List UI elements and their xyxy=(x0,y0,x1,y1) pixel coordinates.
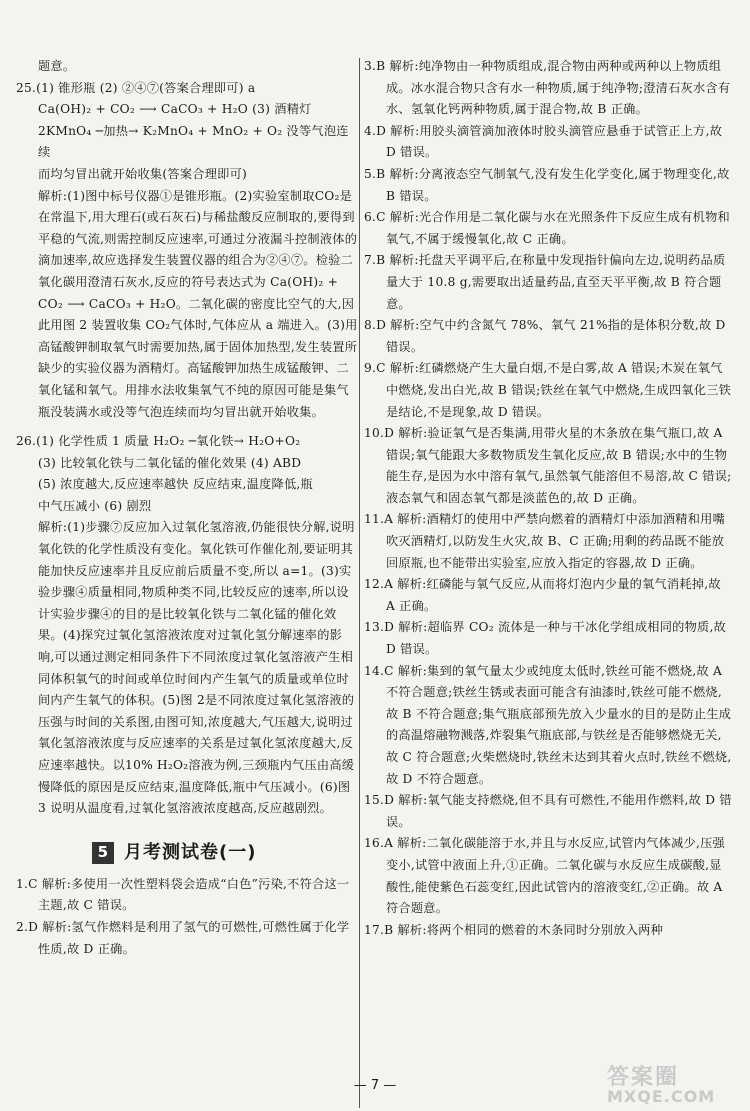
question-15: 15.D 解析:氧气能支持燃烧,但不具有可燃性,不能用作燃料,故 D 错误。 xyxy=(364,793,732,829)
q26-line-3: (5) 浓度越大,反应速率越快 反应结束,温度降低,瓶 xyxy=(38,477,313,492)
question-4: 4.D 解析:用胶头滴管滴加液体时胶头滴管应悬垂于试管正上方,故 D 错误。 xyxy=(364,123,723,160)
q26-explanation: 解析:(1)步骤⑦反应加入过氧化氢溶液,仍能很快分解,说明氧化铁的化学性质没有变化。氧化铁可作催化剂,要证明其能加快反应速率并且反应前后质量不变,所以 a=1。(3)实验步骤④质量相同,物质种类不同,比较反应的速率,所以设计实验步骤④的目的是比较氧化铁与二氧化锰的催化效果。(4)探究过氧化氢溶液浓度对过氧化氢分解速率的影响,可以通过测定相同条件下不同浓度过氧化氢溶液产生相同体积氧气的时间或单位时间内产生氧气的质量或单位时间内产生氧气的体积。(5)图 2是不同浓度过氧化氢溶液的压强与时间的关系图,由图可知,浓度越大,气压越大,说明过氧化氢溶液浓度与反应速率的关系是过氧化氢浓度越大,反应速率越快。以10% H₂O₂溶液为例,三颈瓶内气压由高缓慢降低的原因是反应结束,温度降低,瓶中气压减小。(6)图 3 说明从温度看,过氧化氢溶液浓度越高,反应越剧烈。 xyxy=(38,520,355,816)
watermark-line-1: 答案圈 xyxy=(607,1065,680,1090)
question-7: 7.B 解析:托盘天平调平后,在称量中发现指针偏向左边,说明药品质量大于 10.8 g,需要取出适量药品,直至天平平衡,故 B 符合题意。 xyxy=(364,253,726,311)
q25-line-1: 25.(1) 锥形瓶 (2) ②④⑦(答案合理即可) a xyxy=(16,80,256,95)
question-5: 5.B 解析:分离液态空气制氧气,没有发生化学变化,属于物理变化,故 B 错误。 xyxy=(364,166,730,203)
section-title: 月考测试卷(一) xyxy=(124,841,257,863)
q25-line-4: 而均匀冒出就开始收集(答案合理即可) xyxy=(38,166,248,181)
watermark-logo xyxy=(607,1060,742,1108)
top-line: 题意。 xyxy=(38,59,76,73)
left-column xyxy=(16,56,358,960)
q25-explanation: 解析:(1)图中标号仪器①是锥形瓶。(2)实验室制取CO₂是在常温下,用大理石(或石灰石)与稀盐酸反应制取的,要得到平稳的气流,则需控制反应速率,可通过分液漏斗控制液体的滴加速率,故应选择发生装置仪器的组合为②④⑦。检验二氧化碳用澄清石灰水,反应的符号表达式为 Ca(OH)₂ + CO₂ ⟶ CaCO₃ + H₂O。二氧化碳的密度比空气的大,因此用图 2 装置收集 CO₂气体时,气体应从 a 端进入。(3)用高锰酸钾制取氧气时需要加热,属于固体加热型,发生装置所缺少的实验仪器为酒精灯。高锰酸钾加热生成锰酸钾、二氧化锰和氧气。用排水法收集氧气不纯的原因可能是集气瓶没装满水或没等气泡连续而均匀冒出就开始收集。 xyxy=(38,188,358,419)
right-column xyxy=(364,56,732,941)
question-12: 12.A 解析:红磷能与氧气反应,从而将灯泡内少量的氧气消耗掉,故 A 正确。 xyxy=(364,577,721,613)
question-13: 13.D 解析:超临界 CO₂ 流体是一种与干冰化学组成相同的物质,故 D 错误。 xyxy=(364,620,727,657)
question-2: 2.D 解析:氢气作燃料是利用了氢气的可燃性,可燃性属于化学性质,故 D 正确。 xyxy=(16,919,350,956)
watermark-line-2: MXQE.COM xyxy=(607,1087,716,1106)
page-number: — 7 — xyxy=(353,1078,397,1093)
question-1: 1.C 解析:多使用一次性塑料袋会造成“白色”污染,不符合这一主题,故 C 错误。 xyxy=(16,876,350,913)
question-16: 16.A 解析:二氧化碳能溶于水,并且与水反应,试管内气体减少,压强变小,试管中液面上升,①正确。二氧化碳与水反应生成碳酸,显酸性,能使紫色石蕊变红,因此试管内的溶液变红,②正确。故 A 符合题意。 xyxy=(364,836,725,916)
q26-line-1: 26.(1) 化学性质 1 质量 H₂O₂ ─氧化铁→ H₂O+O₂ xyxy=(16,434,301,449)
question-17: 17.B 解析:将两个相同的燃着的木条同时分别放入两种 xyxy=(364,922,664,937)
section-number-badge: 5 xyxy=(92,842,114,864)
question-9: 9.C 解析:红磷燃烧产生大量白烟,不是白雾,故 A 错误;木炭在氧气中燃烧,发出白光,故 B 错误;铁丝在氧气中燃烧,生成四氧化三铁是结论,不是现象,故 D 错误。 xyxy=(364,361,732,419)
q25-line-3: 2KMnO₄ ─加热→ K₂MnO₄ + MnO₂ + O₂ 没等气泡连续 xyxy=(38,123,349,160)
question-14: 14.C 解析:集到的氧气量太少或纯度太低时,铁丝可能不燃烧,故 A 不符合题意;铁丝生锈或表面可能含有油漆时,铁丝可能不燃烧,故 B 不符合题意;集气瓶底部预先放入少量水的目的是防止生成的高温熔融物溅落,炸裂集气瓶底部,与铁丝是否能够燃烧无关,故 C 符合题意;火柴燃烧时,铁丝未达到其着火点时,铁丝不燃烧,故 D 不符合题意。 xyxy=(364,663,732,786)
q25-line-2: Ca(OH)₂ + CO₂ ⟶ CaCO₃ + H₂O (3) 酒精灯 xyxy=(38,102,312,117)
q26-line-2: (3) 比较氧化铁与二氧化锰的催化效果 (4) ABD xyxy=(38,455,302,470)
question-6: 6.C 解析:光合作用是二氧化碳与水在光照条件下反应生成有机物和氧气,不属于缓慢氧化,故 C 正确。 xyxy=(364,210,730,246)
column-divider xyxy=(359,58,360,1108)
q26-line-4: 中气压减小 (6) 剧烈 xyxy=(38,498,152,513)
question-8: 8.D 解析:空气中约含氮气 78%、氧气 21%指的是体积分数,故 D 错误。 xyxy=(364,318,726,354)
question-3: 3.B 解析:纯净物由一种物质组成,混合物由两种或两种以上物质组成。冰水混合物只含有水一种物质,属于纯净物;澄清石灰水含有水、氢氧化钙两种物质,属于混合物,故 B 正确。 xyxy=(364,59,731,117)
question-10: 10.D 解析:验证氧气是否集满,用带火星的木条放在集气瓶口,故 A 错误;氧气能跟大多数物质发生氧化反应,故 B 错误;水中的生物能生存,是因为水中溶有氧气,虽然氧气能溶但不易溶,故 C 错误;液态氧气和固态氧气都是淡蓝色的,故 D 正确。 xyxy=(364,426,732,505)
question-11: 11.A 解析:酒精灯的使用中严禁向燃着的酒精灯中添加酒精和用嘴吹灭酒精灯,以防发生火灾,故 B、C 正确;用剩的药品既不能放回原瓶,也不能带出实验室,应放入指定的容器,故 D 正确。 xyxy=(364,512,726,570)
section-header xyxy=(16,842,358,864)
question-25 xyxy=(16,78,358,424)
question-26 xyxy=(16,431,358,820)
